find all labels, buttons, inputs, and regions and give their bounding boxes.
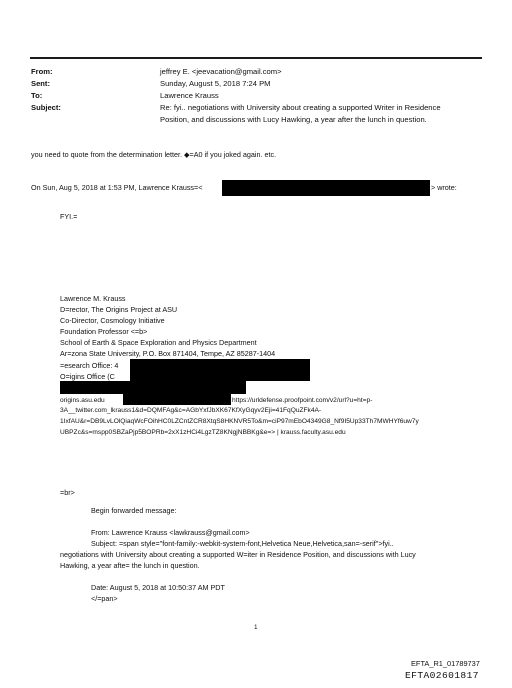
subject-value-line1: Re: fyi.. negotiations with University about creating a supported Writer in Residence [160,103,441,112]
fwd-heading: Begin forwarded message: [91,506,177,515]
sent-label: Sent: [31,79,50,88]
from-value: jeffrey E. <jeevacation@gmail.com> [160,67,282,76]
page-number: 1 [254,624,258,631]
fwd-subject: Subject: =span style="font-family:-webkit-system-font,Helvetica Neue,Helvetica,san=-serif">fyi.. [91,539,394,548]
redaction-block [123,394,231,405]
url-line1-prefix: origins.asu.edu [60,397,105,404]
fwd-continuation: negotiations with University about creating a supported W=iter in Residence Position, and discussions with Lucy [60,550,416,559]
ref-number-large: EFTA02601817 [405,670,479,681]
redaction-block [222,180,430,196]
signature-line: D=rector, The Origins Project at ASU [60,305,178,314]
reply-line: you need to quote from the determination letter. ◆=A0 if you joked again. etc. [31,150,277,159]
signature-line: Ar=zona State University, P.O. Box 871404, Tempe, AZ 85287-1404 [60,349,276,358]
signature-line: =esearch Office: 4 [60,361,119,370]
signature-line: School of Earth & Space Exploration and Physics Department [60,338,257,347]
fwd-from: From: Lawrence Krauss <lawkrauss@gmail.com> [91,528,250,537]
subject-value-line2: Position, and discussions with Lucy Hawking, a year after the lunch in question. [160,115,427,124]
url-line2: 3A__twitter.com_lkrauss1&d=DQMFAg&c=AGbYxfJbXK67KfXyGqyv2Eji=41FqQuZFk4A- [60,407,322,414]
url-line1-suffix: https://urldefense.proofpoint.com/v2/url?u=ht=p- [232,397,373,404]
br-text: =br> [60,488,75,497]
ref-number-small: EFTA_R1_01789737 [411,659,480,668]
quote-intro-suffix: > wrote: [431,183,457,192]
sent-value: Sunday, August 5, 2018 7:24 PM [160,79,271,88]
to-label: To: [31,91,43,100]
quote-intro-prefix: On Sun, Aug 5, 2018 at 1:53 PM, Lawrence Krauss=< [31,183,203,192]
signature-line: Lawrence M. Krauss [60,294,126,303]
signature-line: Foundation Professor <=b> [60,327,148,336]
redaction-block [60,381,246,394]
signature-line: O=igins Office (C [60,372,115,381]
to-value: Lawrence Krauss [160,91,219,100]
header-rule [30,57,482,59]
fwd-date: Date: August 5, 2018 at 10:50:37 AM PDT [91,583,225,592]
fyi-text: FYI.= [60,212,78,221]
from-label: From: [31,67,53,76]
url-line4: UBPZc&s=mspp0SBZaPjp5BOPRb=2xX1zHCi4LgzTZ8KNgjNBBKg&e=> | krauss.faculty.asu.edu [60,429,346,436]
fwd-span: </=pan> [91,594,118,603]
subject-label: Subject: [31,103,61,112]
signature-line: Co-Director, Cosmology Initiative [60,316,165,325]
fwd-continuation: Hawking, a year afte= the lunch in question. [60,561,200,570]
url-line3: 1IxfAU&r=DB9LvLOlQiaqWcFOihHC0LZCntZCR8XtqS8HKNVR5To&m=ciP97mEbO4349G8_Nf9I5Up33Th7MWHYf6uw7y [60,418,419,425]
redaction-block [130,359,310,381]
